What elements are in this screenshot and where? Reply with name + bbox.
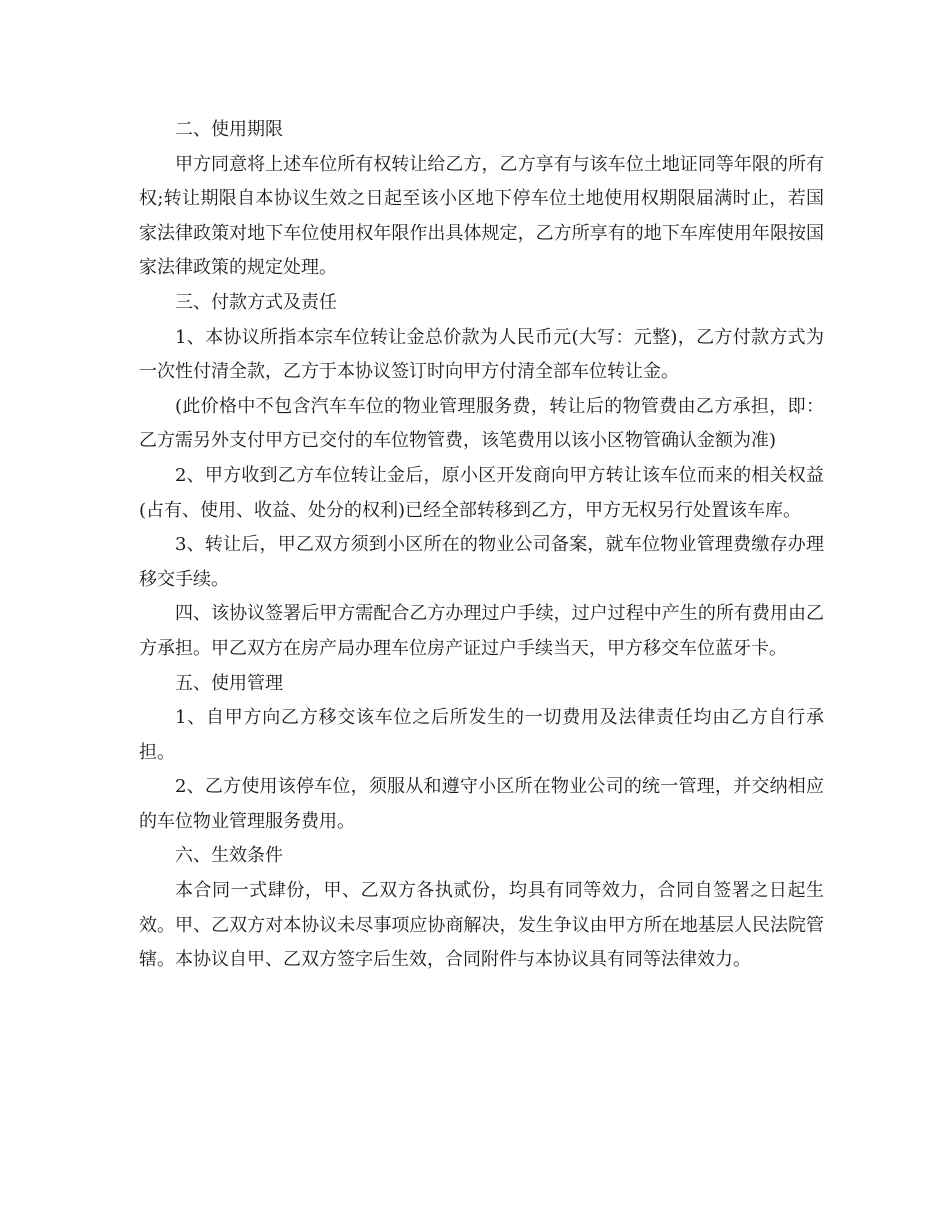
paragraph-payment-3: 3、转让后，甲乙双方须到小区所在的物业公司备案，就车位物业管理费缴存办理移交手续。 [139, 534, 824, 590]
paragraph-usage-period: 甲方同意将上述车位所有权转让给乙方，乙方享有与该车位土地证同等年限的所有权;转让期限自本协议生效之日起至该小区地下停车位土地使用权期限届满时止，若国家法律政策对地下车位使用权年限作出具体规定，乙方所享有的地下车库使用年限按国家法律政策的规定处理。 [139, 153, 824, 279]
section-heading-effective-conditions: 六、生效条件 [175, 845, 283, 867]
section-heading-usage-management: 五、使用管理 [175, 672, 283, 694]
section-heading-payment: 三、付款方式及责任 [175, 291, 337, 313]
paragraph-transfer-procedure: 四、该协议签署后甲方需配合乙方办理过户手续，过户过程中产生的所有费用由乙方承担。甲乙双方在房产局办理车位房产证过户手续当天，甲方移交车位蓝牙卡。 [139, 603, 824, 659]
paragraph-payment-note: (此价格中不包含汽车车位的物业管理服务费，转让后的物管费由乙方承担，即：乙方需另外支付甲方已交付的车位物管费，该笔费用以该小区物管确认金额为准) [139, 395, 824, 452]
paragraph-effective-conditions: 本合同一式肆份，甲、乙双方各执贰份，均具有同等效力，合同自签署之日起生效。甲、乙双方对本协议未尽事项应协商解决，发生争议由甲方所在地基层人民法院管辖。本协议自甲、乙双方签字后生效，合同附件与本协议具有同等法律效力。 [139, 880, 824, 971]
paragraph-payment-2: 2、甲方收到乙方车位转让金后，原小区开发商向甲方转让该车位而来的相关权益(占有、使用、收益、处分的权利)已经全部转移到乙方，甲方无权另行处置该车库。 [139, 464, 824, 521]
section-heading-usage-period: 二、使用期限 [175, 119, 283, 140]
paragraph-payment-1: 1、本协议所指本宗车位转让金总价款为人民币元(大写：元整)，乙方付款方式为一次性付清全款，乙方于本协议签订时向甲方付清全部车位转让金。 [139, 326, 824, 383]
document-body [139, 113, 824, 978]
paragraph-management-1: 1、自甲方向乙方移交该车位之后所发生的一切费用及法律责任均由乙方自行承担。 [139, 707, 824, 763]
paragraph-management-2: 2、乙方使用该停车位，须服从和遵守小区所在物业公司的统一管理，并交纳相应的车位物业管理服务费用。 [139, 776, 824, 832]
